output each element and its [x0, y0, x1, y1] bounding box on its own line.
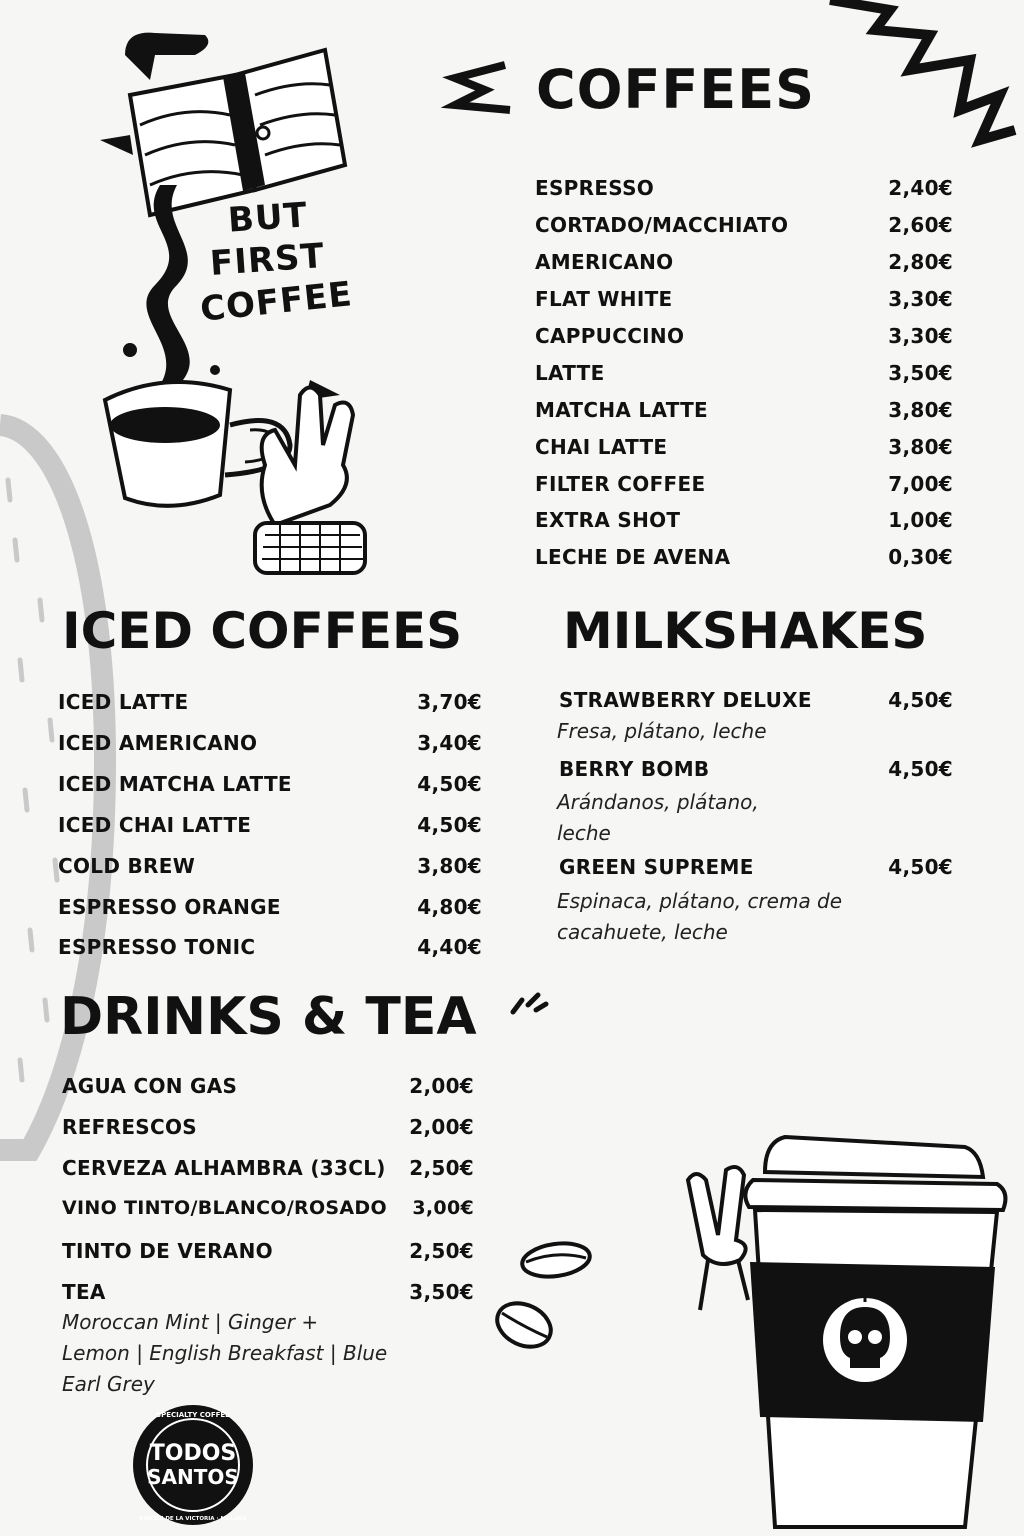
list-item: [535, 435, 953, 459]
coffee-bean-icon: [492, 1295, 562, 1365]
item-price: 4,50€: [888, 855, 953, 879]
item-price: 3,40€: [417, 731, 482, 755]
slogan-line-3: COFFEE: [198, 274, 355, 330]
coffees-title: COFFEES: [536, 58, 815, 121]
item-price: 3,30€: [888, 287, 953, 311]
item-price: 7,00€: [888, 472, 953, 496]
item-price: 3,80€: [417, 854, 482, 878]
item-name: REFRESCOS: [62, 1115, 197, 1139]
list-item: [559, 757, 953, 781]
milkshakes-title: MILKSHAKES: [563, 602, 928, 660]
item-price: 0,30€: [888, 545, 953, 569]
list-item: [535, 361, 953, 385]
item-price: 2,80€: [888, 250, 953, 274]
item-description: Arándanos, plátano, leche: [557, 790, 759, 845]
item-price: 3,80€: [888, 398, 953, 422]
list-item: [62, 1239, 474, 1263]
item-name: AGUA CON GAS: [62, 1074, 238, 1098]
item-name: LATTE: [535, 361, 605, 385]
item-price: 4,40€: [417, 935, 482, 959]
item-price: 4,50€: [417, 813, 482, 837]
item-name: FILTER COFFEE: [535, 472, 706, 496]
item-price: 4,50€: [888, 688, 953, 712]
steam-icon: [450, 60, 520, 120]
item-price: 2,00€: [409, 1074, 474, 1098]
item-name: ESPRESSO TONIC: [58, 935, 256, 959]
item-description: Espinaca, plátano, crema de cacahuete, leche: [557, 889, 843, 944]
logo-top-text: SPECIALTY COFFEE: [156, 1411, 230, 1419]
item-name: TEA: [62, 1280, 106, 1304]
logo-bottom-text: RINCON DE LA VICTORIA · MALAGA: [139, 1516, 247, 1522]
item-price: 2,60€: [888, 213, 953, 237]
item-name: CERVEZA ALHAMBRA (33CL): [62, 1156, 386, 1180]
list-item: [58, 854, 482, 878]
list-item: [535, 398, 953, 422]
item-name: STRAWBERRY DELUXE: [559, 688, 812, 712]
list-item: [58, 935, 482, 959]
list-item: [535, 545, 953, 569]
coffee-bean-icon: [518, 1238, 598, 1288]
item-price: 3,30€: [888, 324, 953, 348]
list-item: [535, 472, 953, 496]
sparkle-icon: [508, 990, 548, 1020]
list-item: [62, 1280, 474, 1304]
item-price: 2,40€: [888, 176, 953, 200]
item-price: 1,00€: [888, 508, 953, 532]
item-name: VINO TINTO/BLANCO/ROSADO: [62, 1197, 387, 1219]
hand-holding-cup-icon: [235, 375, 385, 585]
item-name: CHAI LATTE: [535, 435, 668, 459]
item-name: AMERICANO: [535, 250, 674, 274]
item-name: LECHE DE AVENA: [535, 545, 731, 569]
item-name: CAPPUCCINO: [535, 324, 685, 348]
slogan-line-2: FIRST: [208, 236, 327, 284]
list-item: [535, 324, 953, 348]
list-item: [535, 250, 953, 274]
item-name: CORTADO/MACCHIATO: [535, 213, 789, 237]
item-name: ESPRESSO: [535, 176, 655, 200]
item-price: 3,50€: [888, 361, 953, 385]
list-item: [535, 508, 953, 532]
item-name: MATCHA LATTE: [535, 398, 709, 422]
list-item: [62, 1156, 474, 1180]
item-price: 3,00€: [412, 1197, 474, 1219]
drinks-title: DRINKS & TEA: [60, 987, 477, 1047]
list-item: [559, 855, 953, 879]
item-name: GREEN SUPREME: [559, 855, 754, 879]
iced-coffees-title: ICED COFFEES: [62, 602, 463, 660]
todos-santos-logo: [128, 1400, 258, 1530]
list-item: [62, 1197, 474, 1219]
item-name: ESPRESSO ORANGE: [58, 895, 281, 919]
list-item: [559, 688, 953, 712]
item-name: ICED MATCHA LATTE: [58, 772, 292, 796]
logo-main-line-2: SANTOS: [147, 1465, 239, 1489]
tea-flavours: Moroccan Mint | Ginger + Lemon | English Breakfast | Blue Earl Grey: [62, 1310, 388, 1396]
item-description: Fresa, plátano, leche: [557, 719, 767, 743]
item-price: 3,70€: [417, 690, 482, 714]
list-item: [62, 1074, 474, 1098]
item-name: TINTO DE VERANO: [62, 1239, 273, 1263]
list-item: [62, 1115, 474, 1139]
item-name: ICED CHAI LATTE: [58, 813, 252, 837]
list-item: [58, 772, 482, 796]
item-name: BERRY BOMB: [559, 757, 710, 781]
item-name: EXTRA SHOT: [535, 508, 681, 532]
list-item: [58, 895, 482, 919]
list-item: [535, 213, 953, 237]
list-item: [535, 287, 953, 311]
item-price: 3,50€: [409, 1280, 474, 1304]
list-item: [58, 813, 482, 837]
item-price: 2,50€: [409, 1156, 474, 1180]
list-item: [535, 176, 953, 200]
item-name: ICED AMERICANO: [58, 731, 258, 755]
item-price: 4,80€: [417, 895, 482, 919]
takeaway-cup-icon: [735, 1132, 1015, 1532]
list-item: [58, 731, 482, 755]
list-item: [58, 690, 482, 714]
item-name: FLAT WHITE: [535, 287, 673, 311]
logo-main-line-1: TODOS: [149, 1441, 237, 1466]
item-price: 4,50€: [417, 772, 482, 796]
item-price: 2,50€: [409, 1239, 474, 1263]
item-name: ICED LATTE: [58, 690, 189, 714]
slogan-line-1: BUT: [226, 195, 310, 241]
item-price: 4,50€: [888, 757, 953, 781]
item-name: COLD BREW: [58, 854, 196, 878]
item-price: 2,00€: [409, 1115, 474, 1139]
item-price: 3,80€: [888, 435, 953, 459]
zigzag-decoration: [830, 0, 1024, 160]
